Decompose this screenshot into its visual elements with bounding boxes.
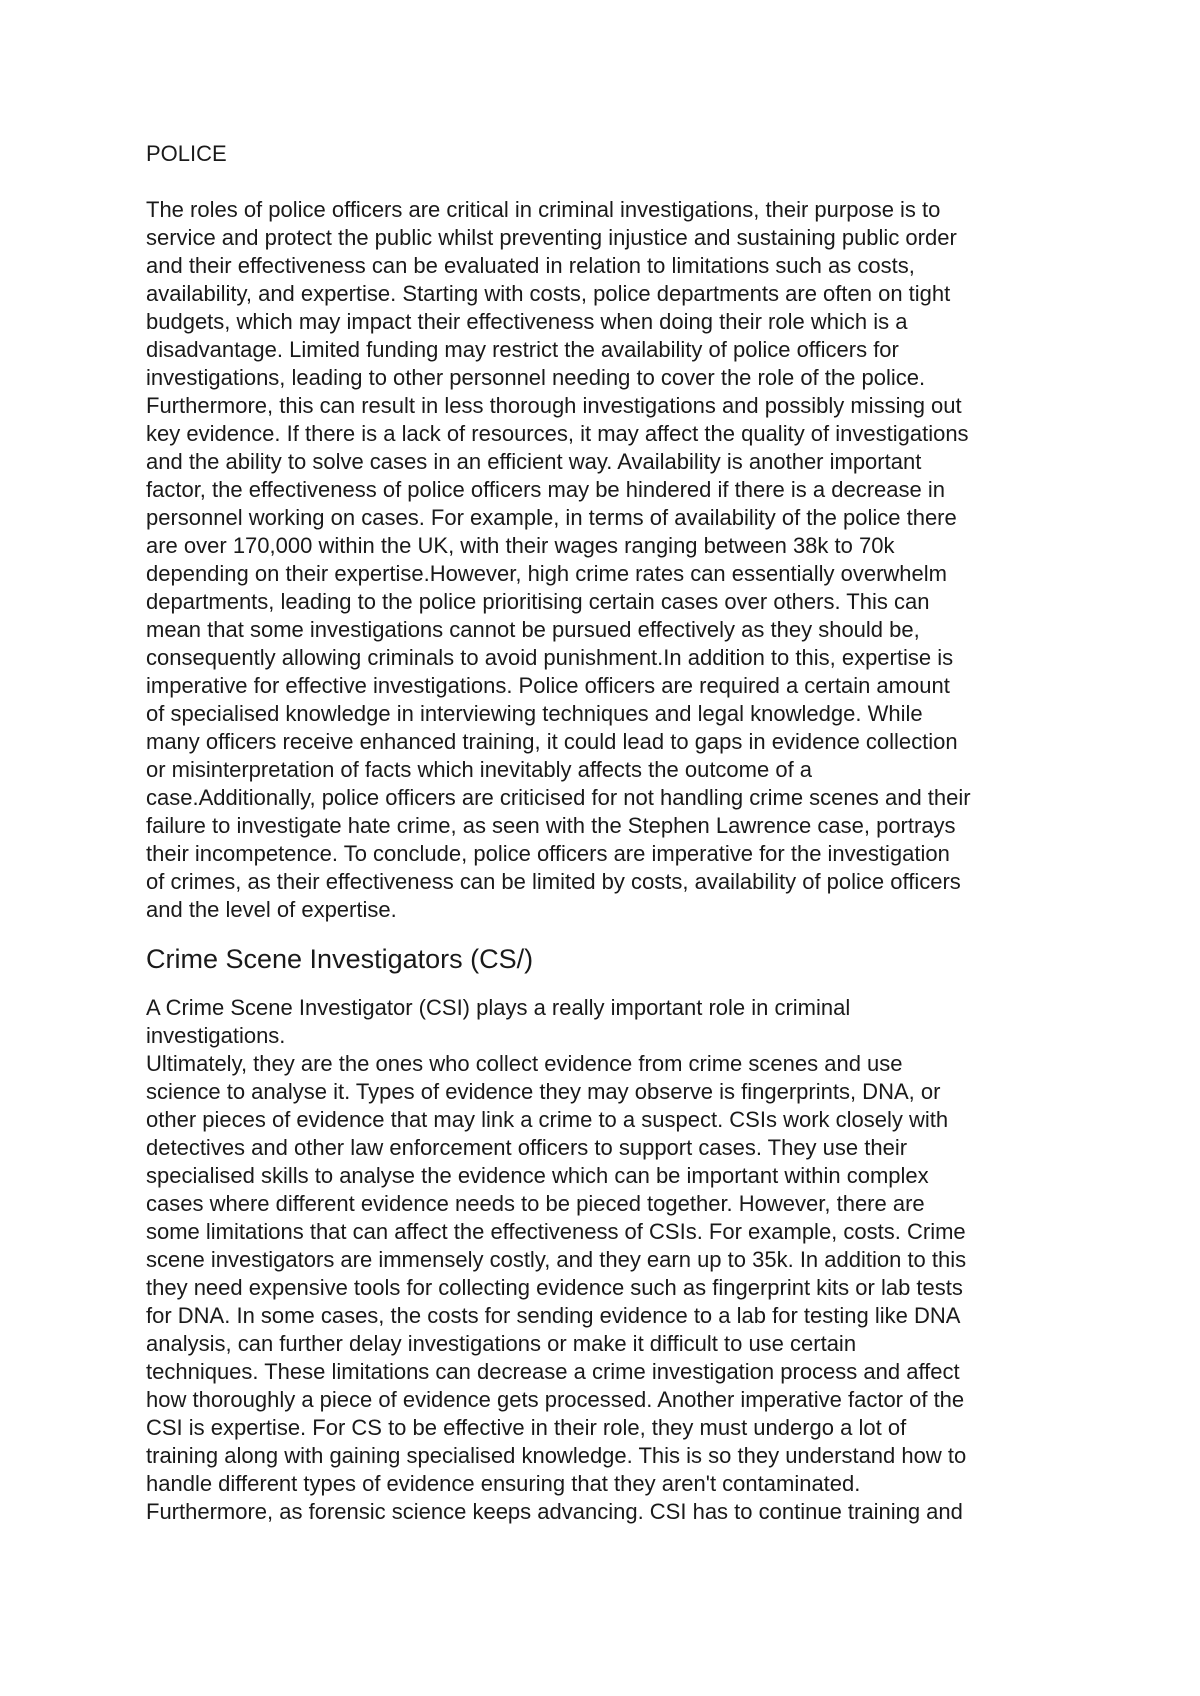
paragraph-line: and the ability to solve cases in an efficient way. Availability is another important (146, 449, 922, 474)
paragraph-line: detectives and other law enforcement officers to support cases. They use their (146, 1135, 908, 1160)
paragraph-line: departments, leading to the police prioritising certain cases over others. This can (146, 589, 930, 614)
paragraph-line: cases where different evidence needs to be pieced together. However, there are (146, 1191, 925, 1216)
paragraph-line: A Crime Scene Investigator (CSI) plays a really important role in criminal (146, 995, 851, 1020)
paragraph-line: of crimes, as their effectiveness can be limited by costs, availability of police officers (146, 869, 961, 894)
paragraph-line: many officers receive enhanced training, it could lead to gaps in evidence collection (146, 729, 958, 754)
paragraph-line: techniques. These limitations can decrease a crime investigation process and affect (146, 1359, 960, 1384)
paragraph-line: other pieces of evidence that may link a crime to a suspect. CSIs work closely with (146, 1107, 949, 1132)
paragraph-line: consequently allowing criminals to avoid punishment.In addition to this, expertise is (146, 645, 954, 670)
paragraph-line: factor, the effectiveness of police officers may be hindered if there is a decrease in (146, 477, 945, 502)
paragraph-line: Furthermore, as forensic science keeps advancing. CSI has to continue training and (146, 1499, 963, 1524)
paragraph-line: and the level of expertise. (146, 897, 397, 922)
paragraph-line: investigations. (146, 1023, 286, 1048)
paragraph-line: budgets, which may impact their effectiveness when doing their role which is a (146, 309, 908, 334)
paragraph-line: CSI is expertise. For CS to be effective in their role, they must undergo a lot of (146, 1415, 907, 1440)
paragraph-line: they need expensive tools for collecting evidence such as fingerprint kits or lab tests (146, 1275, 963, 1300)
paragraph-line: imperative for effective investigations. Police officers are required a certain amount (146, 673, 950, 698)
paragraph-line: service and protect the public whilst preventing injustice and sustaining public order (146, 225, 957, 250)
paragraph-line: and their effectiveness can be evaluated in relation to limitations such as costs, (146, 253, 915, 278)
paragraph-line: Furthermore, this can result in less thorough investigations and possibly missing out (146, 393, 962, 418)
paragraph-line: failure to investigate hate crime, as seen with the Stephen Lawrence case, portrays (146, 813, 956, 838)
paragraph-line: science to analyse it. Types of evidence they may observe is fingerprints, DNA, or (146, 1079, 941, 1104)
paragraph-line: mean that some investigations cannot be pursued effectively as they should be, (146, 617, 920, 642)
section-heading-csi: Crime Scene Investigators (CS/) (146, 944, 534, 974)
paragraph-line: analysis, can further delay investigations or make it difficult to use certain (146, 1331, 857, 1356)
paragraph-line: personnel working on cases. For example, in terms of availability of the police there (146, 505, 957, 530)
document-page (146, 140, 1076, 1526)
paragraph-line: or misinterpretation of facts which inevitably affects the outcome of a (146, 757, 813, 782)
paragraph-line: key evidence. If there is a lack of resources, it may affect the quality of investigations (146, 421, 969, 446)
paragraph-line: training along with gaining specialised knowledge. This is so they understand how to (146, 1443, 967, 1468)
section-title-police: POLICE (146, 141, 227, 166)
paragraph-line: depending on their expertise.However, high crime rates can essentially overwhelm (146, 561, 947, 586)
paragraph-line: their incompetence. To conclude, police officers are imperative for the investigation (146, 841, 950, 866)
paragraph-line: some limitations that can affect the effectiveness of CSIs. For example, costs. Crime (146, 1219, 966, 1244)
csi-paragraph (146, 994, 1076, 1526)
paragraph-line: specialised skills to analyse the evidence which can be important within complex (146, 1163, 929, 1188)
paragraph-line: Ultimately, they are the ones who collect evidence from crime scenes and use (146, 1051, 903, 1076)
paragraph-line: how thoroughly a piece of evidence gets processed. Another imperative factor of the (146, 1387, 965, 1412)
police-paragraph (146, 196, 1076, 924)
paragraph-line: The roles of police officers are critical in criminal investigations, their purpose is to (146, 197, 941, 222)
paragraph-line: handle different types of evidence ensuring that they aren't contaminated. (146, 1471, 861, 1496)
paragraph-line: availability, and expertise. Starting with costs, police departments are often on tight (146, 281, 951, 306)
paragraph-line: are over 170,000 within the UK, with their wages ranging between 38k to 70k (146, 533, 895, 558)
paragraph-line: of specialised knowledge in interviewing techniques and legal knowledge. While (146, 701, 923, 726)
paragraph-line: scene investigators are immensely costly, and they earn up to 35k. In addition to this (146, 1247, 967, 1272)
spacer (146, 168, 1076, 196)
paragraph-line: case.Additionally, police officers are criticised for not handling crime scenes and their (146, 785, 971, 810)
paragraph-line: investigations, leading to other personnel needing to cover the role of the police. (146, 365, 926, 390)
paragraph-line: for DNA. In some cases, the costs for sending evidence to a lab for testing like DNA (146, 1303, 961, 1328)
paragraph-line: disadvantage. Limited funding may restrict the availability of police officers for (146, 337, 899, 362)
